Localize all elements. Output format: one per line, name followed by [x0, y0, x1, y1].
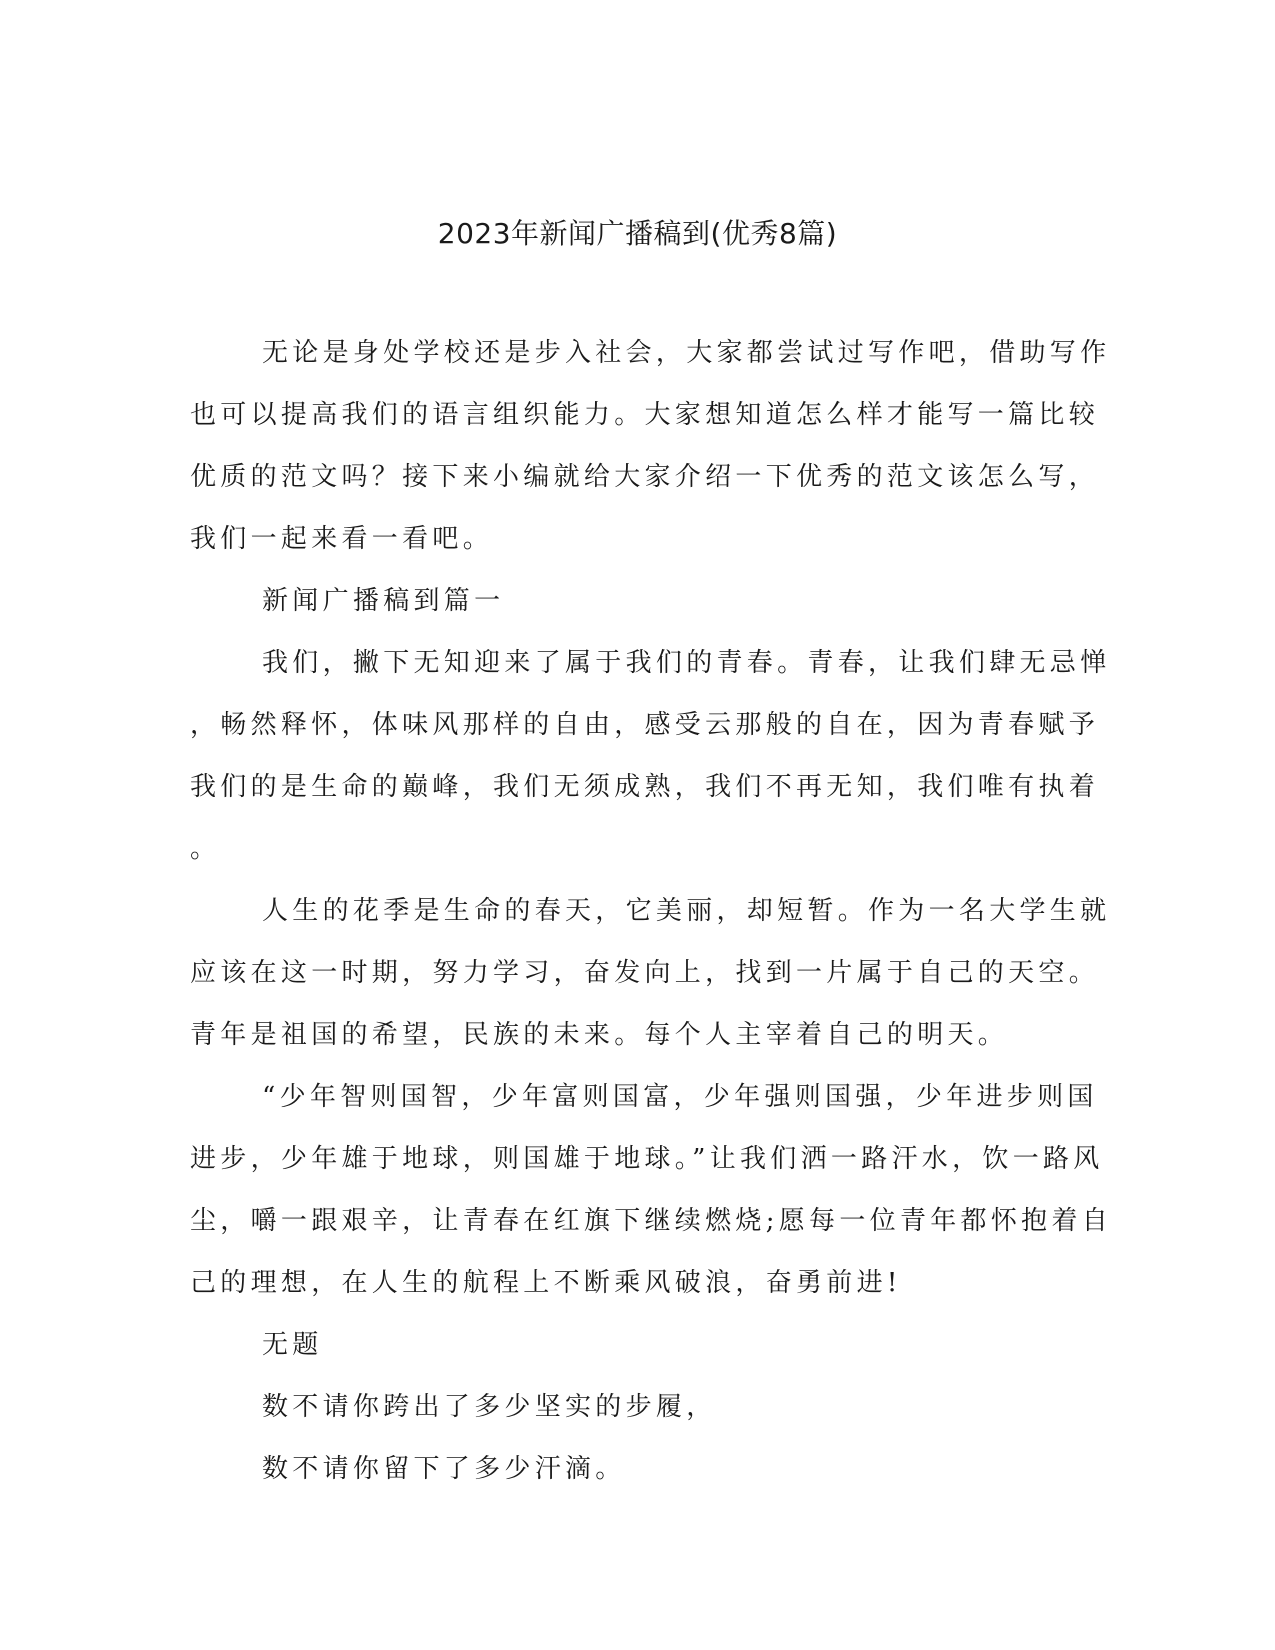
text-line: 优质的范文吗？接下来小编就给大家介绍一下优秀的范文该怎么写，	[190, 462, 1100, 492]
text-line: 数不请你跨出了多少坚实的步履，	[262, 1392, 717, 1422]
text-line: 己的理想，在人生的航程上不断乘风破浪，奋勇前进!	[190, 1268, 902, 1298]
text-line: 应该在这一时期，努力学习，奋发向上，找到一片属于自己的天空。	[190, 958, 1100, 988]
document-body	[190, 330, 1113, 1508]
text-line: 我们的是生命的巅峰，我们无须成熟，我们不再无知，我们唯有执着	[190, 772, 1100, 802]
text-line: 进步，少年雄于地球，则国雄于地球。”让我们洒一路汗水，饮一路风	[190, 1144, 1104, 1174]
text-line: “少年智则国智，少年富则国富，少年强则国强，少年进步则国	[262, 1082, 1098, 1112]
text-line: 也可以提高我们的语言组织能力。大家想知道怎么样才能写一篇比较	[190, 400, 1100, 430]
text-line: 。	[190, 834, 221, 864]
text-line: ，畅然释怀，体味风那样的自由，感受云那般的自在，因为青春赋予	[190, 710, 1100, 740]
text-line: 我们一起来看一看吧。	[190, 524, 494, 554]
text-line: 无论是身处学校还是步入社会，大家都尝试过写作吧，借助写作	[262, 338, 1111, 368]
text-line: 我们，撇下无知迎来了属于我们的青春。青春，让我们肆无忌惮	[262, 648, 1111, 678]
text-line: 无题	[262, 1330, 323, 1360]
text-line: 人生的花季是生命的春天，它美丽，却短暂。作为一名大学生就	[262, 896, 1111, 926]
document-title: 2023年新闻广播稿到(优秀8篇)	[437, 217, 838, 250]
text-line: 数不请你留下了多少汗滴。	[262, 1454, 626, 1484]
text-line: 尘，嚼一跟艰辛，让青春在红旗下继续燃烧;愿每一位青年都怀抱着自	[190, 1206, 1113, 1236]
text-line: 青年是祖国的希望，民族的未来。每个人主宰着自己的明天。	[190, 1020, 1009, 1050]
text-line: 新闻广播稿到篇一	[262, 586, 505, 616]
